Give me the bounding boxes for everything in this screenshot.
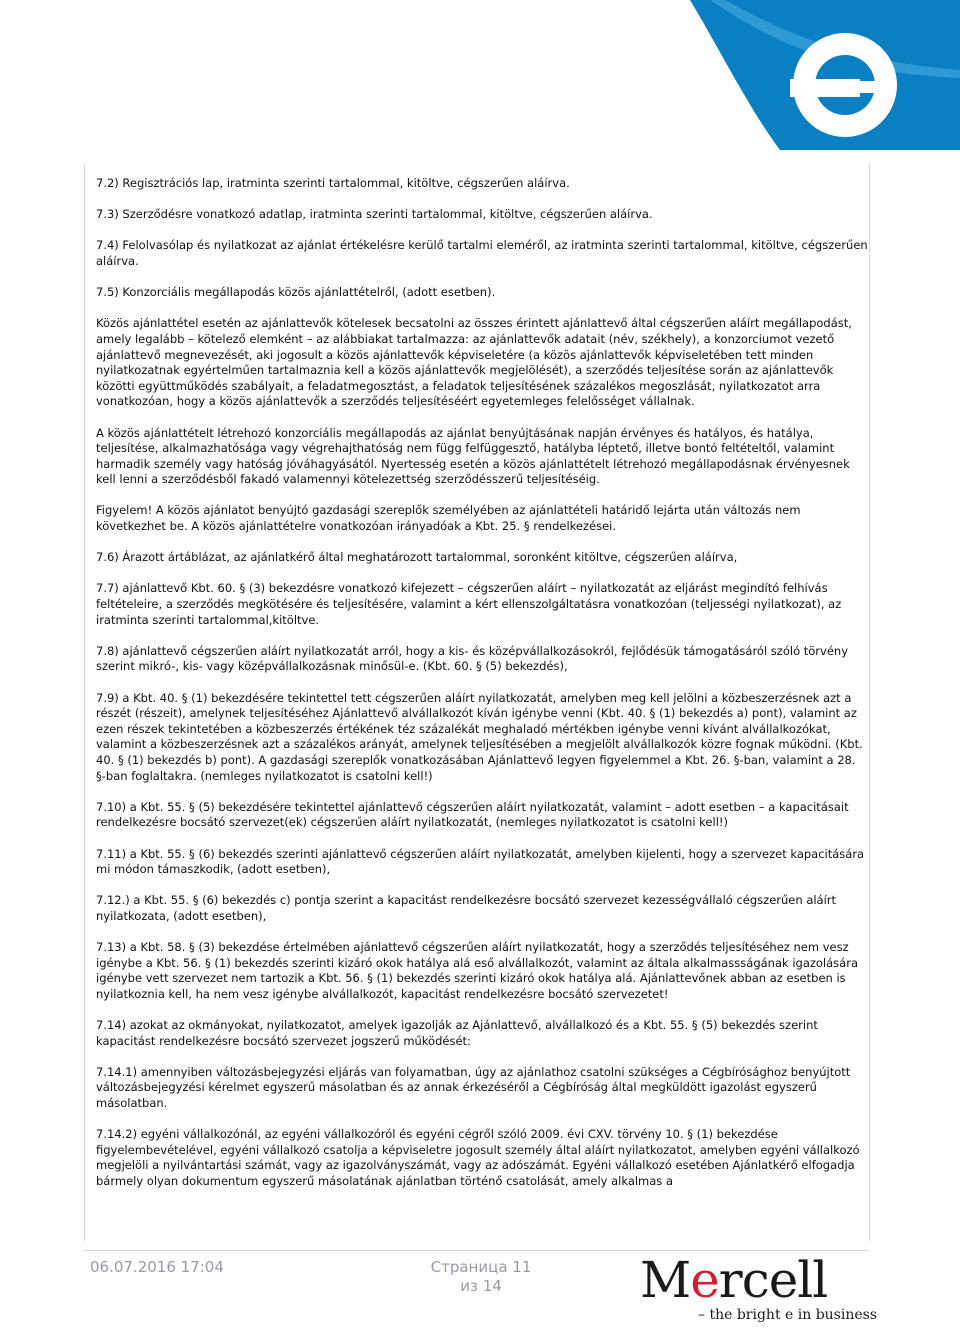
logo-wordmark-start: M xyxy=(640,1251,691,1309)
footer-date: 06.07.2016 17:04 xyxy=(90,1258,224,1276)
paragraph-7-4: 7.4) Felolvasólap és nyilatkozat az ajánlat értékelésre kerülő tartalmi eleméről, az iratminta szerinti tartalommal, kitöltve, cégszerűen aláírva. xyxy=(96,238,868,268)
paragraph-7-14-1: 7.14.1) amennyiben változásbejegyzési eljárás van folyamatban, úgy az ajánlathoz csatolni szükséges a Cégbírósághoz benyújtott változásbejegyzési kérelmet egyszerű másolatban és az annak érkezéséről a Cégbíróság által megküldött igazolást egyszerű másolatban. xyxy=(96,1064,851,1111)
paragraph-7-11: 7.11) a Kbt. 55. § (6) bekezdés szerinti ajánlattevő cégszerűen aláírt nyilatkozatát, amelyben kijelenti, hogy a szervezet kapacitására mi módon támaszkodik, (adott esetben), xyxy=(96,846,865,877)
paragraph-7-14-2: 7.14.2) egyéni vállalkozónál, az egyéni vállalkozóról és egyéni cégről szóló 2009. évi CXV. törvény 10. § (1) bekezdése figyelembevételével, egyéni vállalkozó csatolja a képviseletre jogosult személy által aláírt nyilatkozatot, amelyben egyéni vállalkozó megjelöli a nyilvántartási számát, vagy az igazolványszámát, vagy az adószámát. Egyéni vállalkozó esetében Ajánlatkérő elfogadja bármely olyan dokumentum egyszerű másolatának ajánlatban történő csatolását, amely alkalmas a xyxy=(96,1127,860,1188)
footer-page-number: Страница 11 из 14 xyxy=(430,1258,532,1295)
brand-swoosh-icon xyxy=(630,0,960,150)
paragraph-7-12: 7.12.) a Kbt. 55. § (6) bekezdés c) pontja szerint a kapacitást rendelkezésre bocsátó szervezet kezességvállaló cégszerűen aláírt nyilatkozata, (adott esetben), xyxy=(96,893,837,923)
paragraph-7-14: 7.14) azokat az okmányokat, nyilatkozatot, amelyek igazolják az Ajánlattevő, alvállalkozó és a Kbt. 55. § (5) bekezdés szerint kapacitást rendelkezésre bocsátó szervezet jogszerű működését: xyxy=(96,1018,818,1048)
paragraph-7-7: 7.7) ajánlattevő Kbt. 60. § (3) bekezdésre vonatkozó kifejezett – cégszerűen aláírt – nyilatkozatát az eljárást megindító felhívás feltételeire, a szerződés megkötésére és teljesítésére, valamint a kért ellenszolgáltatásra vonatkozóan (teljességi nyilatkozat), az iratminta szerinti tartalommal,kitöltve. xyxy=(96,581,842,627)
logo-wordmark-end: rcell xyxy=(718,1251,828,1309)
paragraph-7-13: 7.13) a Kbt. 58. § (3) bekezdése értelmében ajánlattevő cégszerűen aláírt nyilatkozatát, hogy a szerződés teljesítéséhez nem vesz igénybe a Kbt. 56. § (1) bekezdés szerinti kizáró okok hatálya alá eső alvállalkozót, valamint az általa alkalmassságának igazolására igénybe vett szervezet nem tartozik a Kbt. 56. § (1) bekezdés szerinti kizáró okok hatálya alá. Ajánlattevőnek abban az esetben is nyilatkoznia kell, ha nem vesz igénybe alvállalkozót, kapacitást rendelkezésre bocsátó szervezetet! xyxy=(96,940,858,1001)
paragraph-7-10: 7.10) a Kbt. 55. § (5) bekezdésére tekintettel ajánlattevő cégszerűen aláírt nyilatkozatát, valamint – adott esetben – a kapacitásait rendelkezésre bocsátó szervezet(ek) cégszerűen aláírt nyilatkozatát, (nemleges nyilatkozatot is csatolni kell!) xyxy=(96,799,849,830)
paragraph-7-6: 7.6) Árazott ártáblázat, az ajánlatkérő által meghatározott tartalommal, soronként kitöltve, cégszerűen aláírva, xyxy=(96,550,738,565)
paragraph-7-5: 7.5) Konzorciális megállapodás közös ajánlattételről, (adott esetben). xyxy=(96,285,496,300)
red-e-icon: e xyxy=(690,1251,719,1309)
document-body xyxy=(96,176,868,1205)
paragraph-7-2: 7.2) Regisztrációs lap, iratminta szerinti tartalommal, kitöltve, cégszerűen aláírva. xyxy=(96,176,570,190)
paragraph-7-8: 7.8) ajánlattevő cégszerűen aláírt nyilatkozatát arról, hogy a kis- és középvállalkozásokról, fejlődésük támogatásáról szóló törvény szerint mikró-, kis- vagy középvállalkozásnak minősül-e. (Kbt. 60. § (5) bekezdés), xyxy=(96,643,849,674)
paragraph-7-3: 7.3) Szerződésre vonatkozó adatlap, iratminta szerinti tartalommal, kitöltve, cégszerűen aláírva. xyxy=(96,207,653,222)
paragraph-consortium-requirements: Közös ajánlattétel esetén az ajánlattevők kötelesek becsatolni az összes érintett ajánlattevő által cégszerűen aláírt megállapodást, amely legalább – kötelező elemként – az alábbiakat tartalmazza: az ajánlattevők adatait (név, székhely), a konzorciumot vezető ajánlattevő megnevezését, aki jogosult a közös ajánlattevők képviseletére (a közös ajánlattevők képviseletében tett minden nyilatkozatnak egyértelműen tartalmaznia kell a közös ajánlattevők megjelölését), a szerződés teljesítése során az ajánlattevők közötti együttműködés szabályait, a feladatmegosztást, a feladatok teljesítésének százalékos megoszlását, nyilatkozatot arra vonatkozóan, hogy a közös ajánlattevők a szerződés teljesítéséért egyetemleges felelősséget vállalnak. xyxy=(96,316,852,409)
company-logo xyxy=(640,1251,878,1326)
paragraph-7-9: 7.9) a Kbt. 40. § (1) bekezdésére tekintettel tett cégszerűen aláírt nyilatkozatát, amelyben meg kell jelölni a közbeszerzésnek azt a részét (részeit), amelynek teljesítéséhez Ajánlattevő alvállalkozót kíván igénybe venni (Kbt. 40. § (1) bekezdés a) pont), valamint az ezen részek tekintetében a közbeszerzés értékének téz százalékát meghaladó mértékben igénybe venni kívánt alvállalkozókat, valamint a közbeszerzésnek azt a százalékos arányát, amelynek teljesítésében a megjelölt alvállalkozók közre fognak működni. (Kbt. 40. § (1) bekezdés b) pont). A gazdasági szereplők vonatkozásában Ajánlattevő legyen figyelemmel a Kbt. 26. §-ban, valamint a 28. §-ban foglaltakra. (nemleges nyilatkozatot is csatolni kell!) xyxy=(96,690,863,783)
logo-wordmark xyxy=(640,1252,827,1308)
logo-tagline: – the bright e in business xyxy=(698,1307,878,1323)
paragraph-consortium-validity: A közös ajánlattételt létrehozó konzorciális megállapodás az ajánlat benyújtásának napján érvényes és hatályos, és hatálya, teljesítése, alkalmazhatósága vagy végrehajthatóság nem függ felfüggesztő, hatályba léptető, illetve bontó feltételtől, valamint harmadik személy vagy hatóság jóváhagyásától. Nyertesség esetén a közös ajánlattételt létrehozó megállapodásnak érvényesnek kell lenni a szerződésből fakadó valamennyi kötelezettség szerződésszerű teljesítéséig. xyxy=(96,425,850,487)
paragraph-warning: Figyelem! A közös ajánlatot benyújtó gazdasági szereplők személyében az ajánlattételi határidő lejárta után változás nem következhet be. A közös ajánlattételre vonatkozóan irányadóak a Kbt. 25. § rendelkezései. xyxy=(96,503,801,534)
